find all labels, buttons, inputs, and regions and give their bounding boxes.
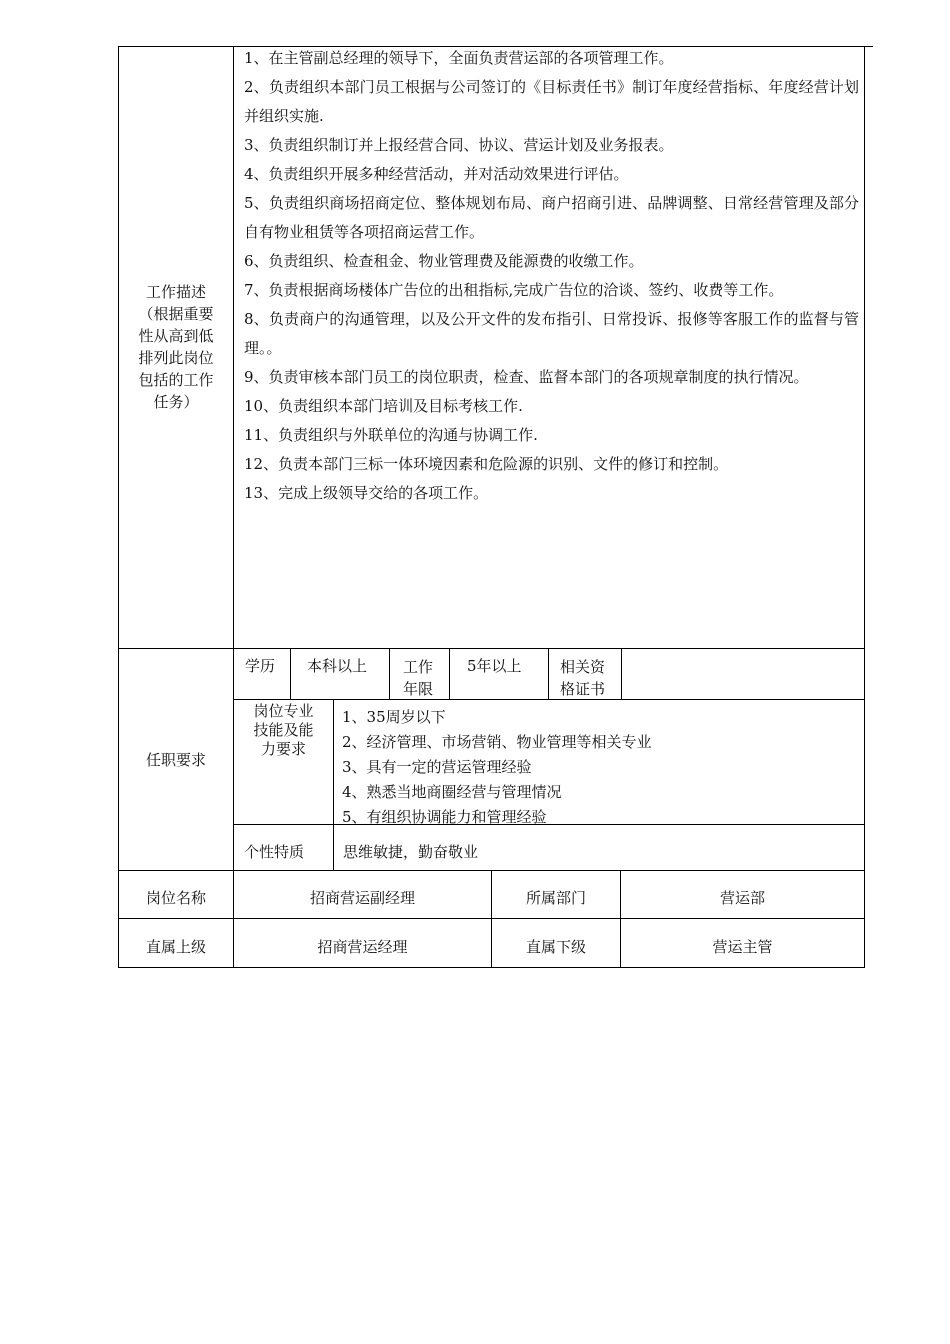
list-item: 13、完成上级领导交给的各项工作。 [244, 484, 489, 502]
personality-label: 个性特质 [244, 843, 305, 861]
requirements-label: 任职要求 [145, 751, 206, 769]
table-column-line [389, 648, 390, 699]
table-column-line [233, 46, 234, 968]
superior-value: 招商营运经理 [317, 938, 408, 956]
list-item: 6、负责组织、检查租金、物业管理费及能源费的收缴工作。 [244, 252, 644, 270]
education-value: 本科以上 [307, 657, 368, 675]
department-value: 营运部 [719, 889, 765, 907]
position-name-value: 招商营运副经理 [309, 889, 415, 907]
list-item: 11、负责组织与外联单位的沟通与协调工作. [244, 426, 538, 444]
list-item: 4、负责组织开展多种经营活动，并对活动效果进行评估。 [244, 165, 629, 183]
table-divider [118, 648, 865, 649]
list-item: 1、35周岁以下 [342, 708, 446, 726]
table-divider [233, 699, 865, 700]
work-years-label: 工作 年限 [403, 658, 434, 698]
position-name-label: 岗位名称 [145, 889, 206, 907]
certificate-label: 相关资 格证书 [560, 658, 606, 698]
education-label: 学历 [245, 657, 276, 675]
department-label: 所属部门 [525, 889, 586, 907]
list-item: 5、负责组织商场招商定位、整体规划布局、商户招商引进、品牌调整、日常经营管理及部分自有物业租赁等各项招商运营工作。 [244, 194, 859, 241]
list-item: 1、在主管副总经理的领导下，全面负责营运部的各项管理工作。 [244, 49, 674, 67]
table-column-line [621, 648, 622, 699]
table-column-line [333, 699, 334, 870]
list-item: 10、负责组织本部门培训及目标考核工作. [244, 397, 523, 415]
work-years-value: 5年以上 [467, 657, 522, 675]
work-description-list [244, 44, 859, 508]
work-description-label: 工作描述 （根据重要 性从高到低 排列此岗位 包括的工作 任务） [138, 283, 214, 411]
table-left-border [118, 46, 119, 968]
skills-label: 岗位专业 技能及能 力要求 [253, 702, 314, 758]
personality-value: 思维敏捷，勤奋敬业 [343, 843, 479, 861]
superior-label: 直属上级 [145, 938, 206, 956]
table-column-line [548, 648, 549, 699]
list-item: 4、熟悉当地商圈经营与管理情况 [342, 783, 562, 801]
list-item: 9、负责审核本部门员工的岗位职责，检查、监督本部门的各项规章制度的执行情况。 [244, 368, 809, 386]
list-item: 5、有组织协调能力和管理经验 [342, 808, 547, 826]
skills-list [342, 705, 652, 830]
table-column-line [290, 648, 291, 699]
list-item: 3、具有一定的营运管理经验 [342, 758, 532, 776]
list-item: 3、负责组织制订并上报经营合同、协议、营运计划及业务报表。 [244, 136, 674, 154]
subordinate-value: 营运主管 [712, 938, 773, 956]
list-item: 7、负责根据商场楼体广告位的出租指标,完成广告位的洽谈、签约、收费等工作。 [244, 281, 784, 299]
list-item: 8、负责商户的沟通管理，以及公开文件的发布指引、日常投诉、报修等客服工作的监督与管理。。 [244, 310, 859, 357]
list-item: 12、负责本部门三标一体环境因素和危险源的识别、文件的修订和控制。 [244, 455, 729, 473]
subordinate-label: 直属下级 [525, 938, 586, 956]
table-right-border [864, 46, 865, 968]
list-item: 2、经济管理、市场营销、物业管理等相关专业 [342, 733, 652, 751]
list-item: 2、负责组织本部门员工根据与公司签订的《目标责任书》制订年度经营指标、年度经营计划并组织实施. [244, 78, 859, 125]
table-column-line [449, 648, 450, 699]
